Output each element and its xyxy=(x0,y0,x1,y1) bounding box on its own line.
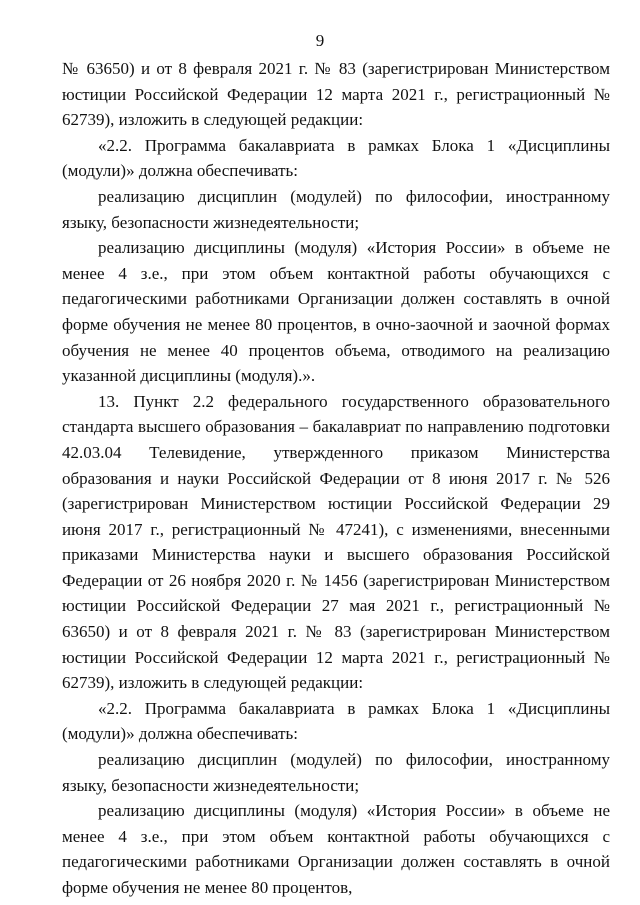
document-body xyxy=(62,56,610,901)
paragraph-history-of-russia: реализацию дисциплины (модуля) «История России» в объеме не менее 4 з.е., при этом объем контактной работы обучающихся с педагогическими работниками Организации должен составлять в очной форме обучения не менее 80 процентов, в очно-заочной и заочной формах обучения не менее 40 процентов объема, отводимого на реализацию указанной дисциплины (модуля).». xyxy=(62,238,610,386)
paragraph-history-of-russia: реализацию дисциплины (модуля) «История России» в объеме не менее 4 з.е., при этом объем контактной работы обучающихся с педагогическими работниками Организации должен составлять в очной форме обучения не менее 80 процентов, xyxy=(62,801,610,897)
paragraph-continuation: № 63650) и от 8 февраля 2021 г. № 83 (зарегистрирован Министерством юстиции Российской Федерации 12 марта 2021 г., регистрационный № 62739), изложить в следующей редакции: xyxy=(62,59,610,130)
paragraph-item-13: 13. Пункт 2.2 федерального государственного образовательного стандарта высшего образования – бакалавриат по направлению подготовки 42.03.04 Телевидение, утвержденного приказом Министерства образования и науки Российской Федерации от 8 июня 2017 г. № 526 (зарегистрирован Министерством юстиции Российской Федерации 29 июня 2017 г., регистрационный № 47241), с изменениями, внесенными приказами Министерства науки и высшего образования Российской Федерации от 26 ноября 2020 г. № 1456 (зарегистрирован Министерством юстиции Российской Федерации 27 мая 2021 г., регистрационный № 63650) и от 8 февраля 2021 г. № 83 (зарегистрирован Министерством юстиции Российской Федерации 12 марта 2021 г., регистрационный № 62739), изложить в следующей редакции: xyxy=(62,391,610,693)
paragraph-quote-2-2: «2.2. Программа бакалавриата в рамках Блока 1 «Дисциплины (модули)» должна обеспечивать: xyxy=(62,135,610,181)
page-number: 9 xyxy=(315,31,325,50)
paragraph-disciplines: реализацию дисциплин (модулей) по философии, иностранному языку, безопасности жизнедеятельности; xyxy=(62,750,610,795)
paragraph-quote-2-2: «2.2. Программа бакалавриата в рамках Блока 1 «Дисциплины (модули)» должна обеспечивать: xyxy=(62,698,610,744)
paragraph-disciplines: реализацию дисциплин (модулей) по философии, иностранному языку, безопасности жизнедеятельности; xyxy=(62,186,610,232)
